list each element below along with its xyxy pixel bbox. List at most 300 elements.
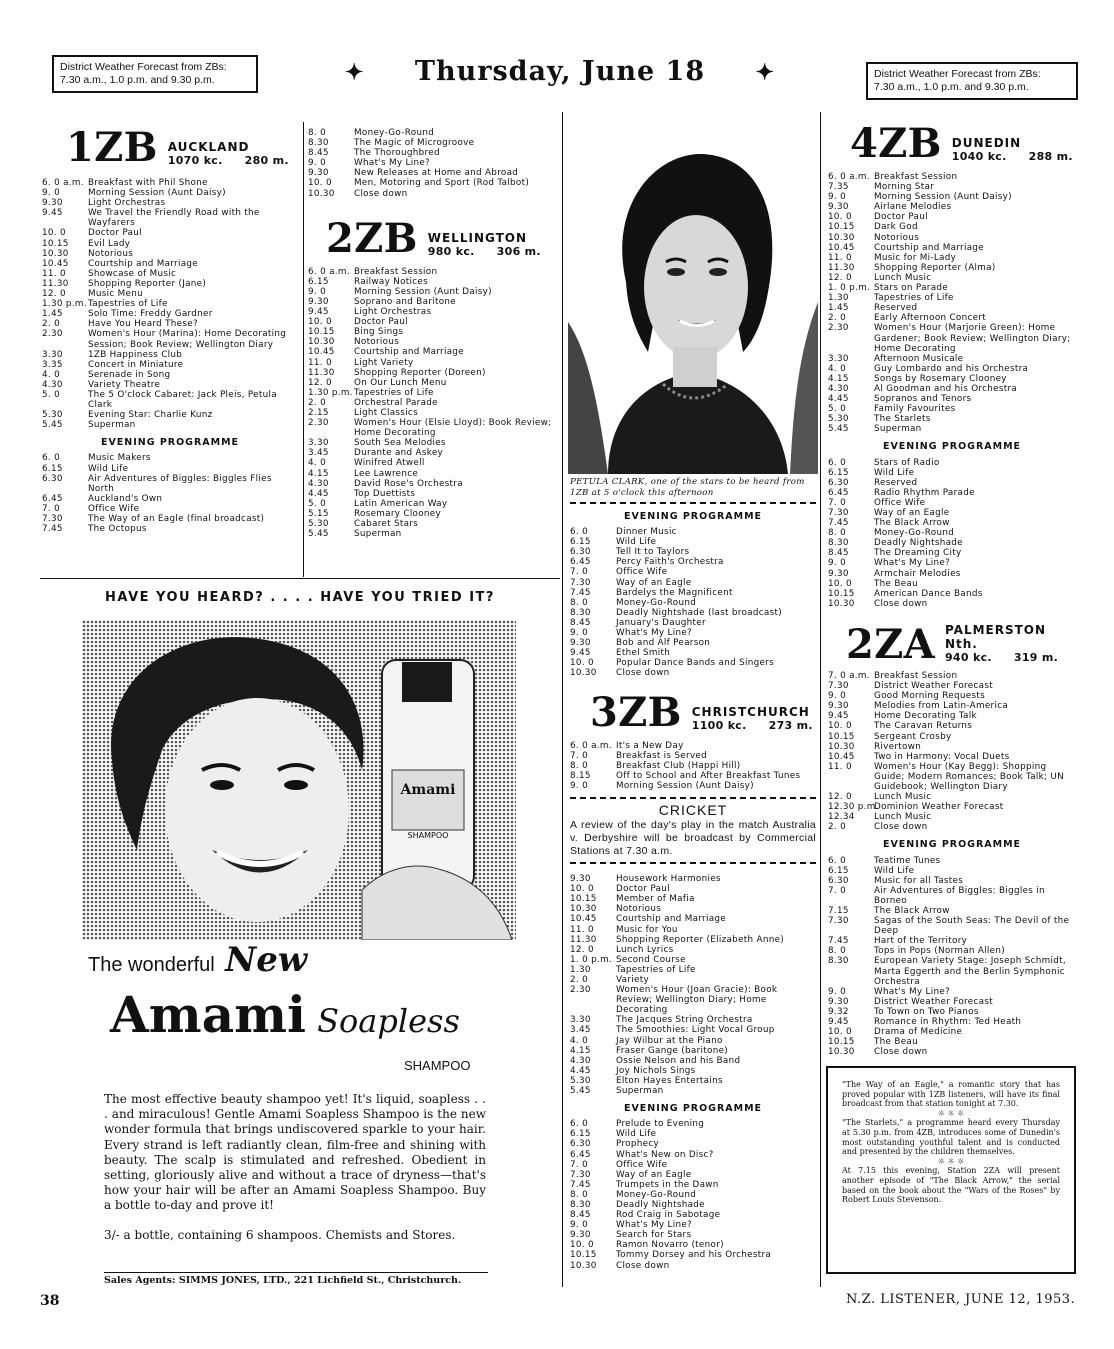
programme-row	[570, 985, 816, 1015]
programme-row	[42, 239, 298, 249]
programme-title: Stars on Parade	[874, 283, 948, 294]
programme-title: Rivertown	[874, 741, 922, 752]
programme-time: 7.45	[828, 936, 849, 947]
programme-title: Light Variety	[354, 357, 414, 368]
programme-title: Reserved	[874, 477, 918, 488]
programme-time: 10. 0	[570, 658, 594, 669]
programme-row	[308, 148, 558, 158]
programme-title: The Beau	[874, 1037, 918, 1048]
programme-time: 10.30	[828, 741, 855, 752]
programme-row	[42, 178, 298, 188]
ad-soapless: Soapless	[317, 1002, 460, 1040]
programme-time: 4.45	[308, 488, 329, 499]
programme-row	[42, 504, 298, 514]
programme-title: Air Adventures of Biggles: Biggles Flies North	[88, 473, 272, 494]
programme-title: David Rose's Orchestra	[354, 478, 463, 489]
programme-time: 8. 0	[570, 760, 588, 771]
programme-row	[570, 874, 816, 884]
cricket-bottom-rule	[570, 862, 816, 864]
programme-time: 9. 0	[570, 1220, 588, 1231]
programme-title: The Smoothies: Light Vocal Group	[616, 1025, 775, 1036]
programme-time: 11.30	[828, 262, 855, 273]
programme-time: 11. 0	[828, 252, 852, 263]
programme-row	[42, 269, 298, 279]
programme-title: American Dance Bands	[874, 588, 983, 599]
station-3zb-header	[590, 688, 816, 736]
programme-row	[828, 538, 1076, 548]
station-2zb-city: WELLINGTON	[427, 230, 528, 245]
programme-time: 8.45	[828, 548, 849, 559]
programme-title: Breakfast Session	[354, 266, 438, 277]
programme-row	[828, 721, 1076, 731]
programme-time: 8.45	[570, 617, 591, 628]
programme-row	[570, 567, 816, 577]
programme-title: Lunch Music	[874, 272, 932, 283]
programme-row	[828, 579, 1076, 589]
programme-title: What's My Line?	[354, 158, 431, 169]
programme-row	[570, 1046, 816, 1056]
programme-title: Breakfast Club (Happi Hill)	[616, 760, 741, 771]
weather-note-left	[52, 55, 258, 93]
programme-time: 10. 0	[42, 228, 66, 239]
programme-row	[570, 1119, 816, 1129]
programme-title: Variety Theatre	[88, 379, 161, 390]
programme-row	[570, 925, 816, 935]
programme-time: 8.30	[570, 607, 591, 618]
programme-row	[308, 327, 558, 337]
programme-time: 6.45	[570, 557, 591, 568]
programme-time: 7. 0	[570, 750, 588, 761]
programme-row	[828, 468, 1076, 478]
programme-title: Women's Hour (Joan Gracie): Book Review; Wellington Diary; Home Decorating	[616, 985, 778, 1016]
station-1zb-freq	[168, 154, 289, 168]
programme-title: Evening Star: Charlie Kunz	[88, 410, 213, 421]
programme-time: 6. 0 a.m.	[308, 266, 350, 277]
programme-title: Women's Hour (Marina): Home Decorating Session; Book Review; Wellington Diary	[88, 329, 287, 350]
programme-title: Teatime Tunes	[874, 855, 941, 866]
programme-time: 9. 0	[308, 286, 326, 297]
programme-row	[42, 259, 298, 269]
column-4	[828, 120, 1076, 1058]
station-2zb-freq	[428, 245, 541, 259]
ad-price-line: 3/- a bottle, containing 6 shampoos. Chemists and Stores.	[104, 1227, 456, 1242]
programme-time: 10.45	[570, 914, 597, 925]
programme-time: 10.15	[828, 731, 855, 742]
programme-title: Tommy Dorsey and his Orchestra	[616, 1250, 772, 1261]
programme-row	[308, 317, 558, 327]
station-4zb-header	[850, 120, 1076, 167]
programme-time: 4. 0	[308, 458, 326, 469]
programme-time: 2.15	[308, 407, 329, 418]
programme-time: 9. 0	[570, 780, 588, 791]
station-1zb-call: 1ZB	[66, 124, 158, 171]
programme-title: Jay Wilbur at the Piano	[616, 1035, 723, 1046]
column-3	[570, 477, 816, 1271]
programme-time: 6.15	[42, 463, 63, 474]
programme-title: Shopping Reporter (Jane)	[88, 278, 207, 289]
programme-time: 12. 0	[42, 289, 66, 300]
programme-title: Courtship and Marriage	[88, 258, 198, 269]
programme-time: 7. 0	[570, 567, 588, 578]
programme-time: 3.30	[828, 353, 849, 364]
programme-time: 1.30	[828, 293, 849, 304]
programme-time: 2. 0	[828, 313, 846, 324]
programme-row	[828, 762, 1076, 792]
programme-title: Showcase of Music	[88, 268, 177, 279]
programme-time: 4.15	[308, 468, 329, 479]
station-2zb-header	[326, 214, 558, 262]
programme-time: 6. 0	[828, 457, 846, 468]
programme-row	[570, 781, 816, 791]
programme-row	[570, 1230, 816, 1240]
programme-time: 9.45	[828, 711, 849, 722]
programme-title: Men, Motoring and Sport (Rod Talbot)	[354, 178, 530, 189]
programme-title: Courtship and Marriage	[354, 347, 464, 358]
programme-row	[828, 293, 1076, 303]
station-3zb-m: 273 m.	[768, 718, 813, 732]
note-eagle: "The Way of an Eagle," a romantic story that has proved popular with 1ZB listeners, will have its final broadcast from that station tonight at 7.30.	[842, 1080, 1060, 1109]
ad-agents: Sales Agents: SIMMS JONES, LTD., 221 Lichfield St., Christchurch.	[104, 1275, 462, 1286]
programme-time: 10.45	[828, 751, 855, 762]
programme-time: 9.30	[42, 198, 63, 209]
programme-row	[828, 394, 1076, 404]
programme-row	[828, 589, 1076, 599]
programme-time: 5. 0	[308, 498, 326, 509]
programme-row	[42, 249, 298, 259]
programme-title: District Weather Forecast	[874, 996, 993, 1007]
programme-row	[42, 420, 298, 430]
programme-title: Tapestries of Life	[88, 299, 168, 310]
programme-row	[828, 916, 1076, 936]
programme-row	[308, 287, 558, 297]
programme-time: 7.30	[828, 508, 849, 518]
programme-title: Music for You	[616, 924, 678, 935]
station-4zb-kc: 1040 kc.	[951, 150, 1007, 163]
programme-time: 11. 0	[828, 761, 852, 772]
programme-title: Music Makers	[88, 453, 151, 464]
programme-time: 6.45	[828, 487, 849, 498]
programme-time: 7.35	[828, 182, 849, 193]
programme-title: Way of an Eagle	[616, 577, 692, 588]
programme-time: 10.30	[828, 232, 855, 243]
programme-row	[308, 337, 558, 347]
programme-title: Orchestral Parade	[354, 397, 438, 408]
programme-time: 10. 0	[308, 317, 332, 328]
programme-row	[828, 1037, 1076, 1047]
programme-row	[828, 498, 1076, 508]
programme-row	[308, 358, 558, 368]
programme-row	[42, 410, 298, 420]
programme-time: 11.30	[308, 367, 335, 378]
programme-row	[828, 212, 1076, 222]
station-2za-kc: 940 kc.	[944, 650, 992, 664]
note-black-arrow: At 7.15 this evening, Station 2ZA will present another episode of "The Black Arrow," the serial based on the book about the "Wars of the Roses" by Robert Louis Stevenson.	[842, 1166, 1060, 1205]
programme-row	[42, 474, 298, 494]
programme-title: Winifred Atwell	[354, 458, 425, 469]
programme-row	[42, 289, 298, 299]
programme-title: Bardelys the Magnificent	[616, 587, 733, 598]
weather-note-left-line2: 7.30 a.m., 1.0 p.m. and 9.30 p.m.	[60, 74, 215, 86]
programme-time: 7.30	[828, 681, 849, 692]
programme-row	[570, 975, 816, 985]
programme-row	[570, 914, 816, 924]
programme-time: 1. 0 p.m.	[828, 283, 871, 294]
programme-time: 8.30	[828, 538, 849, 549]
programme-time: 5.45	[42, 420, 63, 431]
ad-the-wonderful: The wonderful	[88, 954, 215, 976]
programme-time: 7.30	[570, 577, 591, 588]
ad-image	[82, 620, 516, 940]
programme-time: 4. 0	[42, 369, 60, 380]
programme-row	[828, 671, 1076, 681]
programme-time: 2. 0	[828, 822, 846, 833]
programme-title: Romance in Rhythm: Ted Heath	[874, 1017, 1022, 1028]
programme-time: 10.30	[570, 904, 597, 915]
station-4zb-city: DUNEDIN	[951, 136, 1022, 150]
programme-row	[570, 1160, 816, 1170]
programme-row	[308, 519, 558, 529]
programme-title: Notorious	[616, 904, 662, 915]
programme-row	[828, 172, 1076, 182]
programme-title: Courtship and Marriage	[874, 242, 984, 253]
programme-time: 10. 0	[828, 212, 852, 223]
programme-row	[828, 946, 1076, 956]
programme-title: Elton Hayes Entertains	[616, 1075, 723, 1086]
programme-title: Dark God	[874, 222, 918, 233]
programme-time: 11. 0	[570, 924, 594, 935]
programme-time: 5.45	[828, 424, 849, 435]
programme-time: 1.45	[42, 309, 63, 320]
programme-row	[42, 350, 298, 360]
programme-title: Shopping Reporter (Elizabeth Anne)	[616, 934, 785, 945]
programme-row	[42, 198, 298, 208]
programme-row	[570, 1200, 816, 1210]
programme-title: Tell It to Taylors	[616, 547, 690, 558]
station-2za-evening-list	[828, 856, 1076, 1058]
station-1zb-late-list	[308, 128, 558, 199]
petula-clark-photo	[568, 122, 818, 474]
programme-row	[308, 529, 558, 539]
programme-time: 11.30	[42, 278, 69, 289]
programme-row	[828, 263, 1076, 273]
station-2zb-kc: 980 kc.	[427, 244, 475, 258]
programme-row	[828, 1047, 1076, 1057]
programme-time: 9.45	[308, 307, 329, 318]
programme-time: 6.15	[828, 467, 849, 478]
weather-note-left-line1: District Weather Forecast from ZBs:	[60, 61, 227, 73]
programme-title: Lee Lawrence	[354, 468, 419, 479]
programme-time: 9. 0	[308, 158, 326, 169]
programme-row	[308, 499, 558, 509]
programme-row	[42, 228, 298, 238]
station-3zb-daytime-list	[570, 874, 816, 1096]
programme-row	[42, 494, 298, 504]
programme-row	[570, 945, 816, 955]
programme-time: 11. 0	[42, 268, 66, 279]
programme-row	[828, 886, 1076, 906]
programme-title: Doctor Paul	[88, 228, 142, 239]
programme-row	[570, 1139, 816, 1149]
programme-time: 9. 0	[828, 192, 846, 203]
programme-title: Reserved	[874, 303, 918, 314]
programme-title: Rod Craig in Sabotage	[616, 1210, 721, 1221]
star-icon-right: ✦	[755, 59, 775, 86]
ad-shampoo: SHAMPOO	[404, 1058, 471, 1073]
programme-title: Breakfast is Served	[616, 750, 708, 761]
programme-title: Shopping Reporter (Alma)	[874, 262, 996, 273]
programme-title: Concert in Miniature	[88, 359, 184, 370]
programme-title: Wild Life	[874, 865, 915, 876]
programme-row	[570, 628, 816, 638]
programme-title: Radio Rhythm Parade	[874, 487, 975, 498]
programme-row	[570, 1036, 816, 1046]
ad-heading: HAVE YOU HEARD? . . . . HAVE YOU TRIED IT?	[105, 590, 495, 605]
ad-bottom-rule	[104, 1272, 488, 1273]
programme-time: 10. 0	[570, 884, 594, 895]
programme-row	[570, 771, 816, 781]
programme-row	[570, 935, 816, 945]
programme-time: 11. 0	[308, 357, 332, 368]
station-3zb-call: 3ZB	[590, 688, 682, 736]
programme-row	[42, 279, 298, 289]
programme-row	[308, 408, 558, 418]
programme-title: Prophecy	[616, 1139, 659, 1150]
programme-title: Cabaret Stars	[354, 519, 419, 529]
programme-title: Second Course	[616, 954, 686, 965]
programme-title: Member of Mafia	[616, 894, 695, 905]
programme-time: 4.30	[42, 379, 63, 390]
station-4zb-daytime-list	[828, 172, 1076, 434]
programme-title: The Octopus	[88, 524, 147, 535]
programme-row	[570, 1015, 816, 1025]
programme-title: Air Adventures of Biggles: Biggles in Borneo	[874, 885, 1045, 906]
weather-note-right-line2: 7.30 a.m., 1.0 p.m. and 9.30 p.m.	[874, 81, 1029, 93]
programme-row	[828, 233, 1076, 243]
programme-time: 12. 0	[828, 272, 852, 283]
programme-row	[308, 297, 558, 307]
programme-title: Music for all Tastes	[874, 875, 964, 886]
programme-row	[828, 732, 1076, 742]
programme-row	[42, 464, 298, 474]
programme-time: 1.30	[570, 964, 591, 975]
programme-row	[570, 578, 816, 588]
programme-title: Deadly Nightshade	[874, 538, 963, 549]
programme-title: Wild Life	[88, 463, 129, 474]
programme-title: Rosemary Clooney	[354, 508, 442, 519]
programme-title: Serenade in Song	[88, 369, 171, 380]
station-2za-header	[846, 620, 1076, 668]
programme-time: 7. 0	[828, 497, 846, 508]
programme-time: 5.30	[42, 410, 63, 421]
programme-title: Dinner Music	[616, 527, 677, 538]
station-2za-daytime-list	[828, 671, 1076, 833]
programme-title: Hart of the Territory	[874, 936, 968, 947]
programme-row	[308, 469, 558, 479]
programme-title: Songs by Rosemary Clooney	[874, 373, 1007, 384]
programme-row	[570, 1210, 816, 1220]
programme-title: Superman	[354, 529, 402, 540]
programme-time: 4.30	[570, 1055, 591, 1066]
programme-row	[570, 1086, 816, 1096]
programme-title: Breakfast Session	[874, 670, 958, 681]
programme-title: Lunch Lyrics	[616, 944, 674, 955]
programme-row	[828, 303, 1076, 313]
programme-time: 10.30	[42, 248, 69, 259]
programme-time: 3.35	[42, 359, 63, 370]
programme-row	[828, 752, 1076, 762]
programme-row	[570, 668, 816, 678]
programme-time: 1. 0 p.m.	[570, 954, 613, 965]
programme-title: Solo Time: Freddy Gardner	[88, 309, 213, 320]
programme-title: What's My Line?	[874, 986, 951, 997]
programme-title: The Black Arrow	[874, 518, 950, 529]
programme-title: To Town on Two Pianos	[874, 1006, 979, 1017]
programme-time: 7.15	[828, 906, 849, 916]
station-2za-freq	[945, 651, 1076, 665]
programme-time: 10.45	[828, 242, 855, 253]
programme-time: 2. 0	[570, 975, 588, 985]
programme-row	[828, 458, 1076, 468]
programme-time: 10. 0	[828, 1027, 852, 1038]
ad-body-text: The most effective beauty shampoo yet! It's liquid, soapless . . . and miraculous! Gentle Amami Soapless Shampoo is the new wonder formula that brings undiscovered sparkle to your hair. Every strand is left radiantly clean, film-free and shining with beauty. The scalp is stimulated and refreshed. Obedient in setting, gloriously alive and without a trace of dryness—that's how your hair will be after an Amami Soapless Shampoo. Buy a bottle to-day and prove it!	[104, 1092, 486, 1213]
programme-row	[570, 547, 816, 557]
programme-time: 7. 0	[828, 885, 846, 896]
programme-title: Light Classics	[354, 407, 418, 418]
programme-time: 8.30	[308, 138, 329, 149]
programme-title: Doctor Paul	[874, 212, 928, 223]
programme-title: Money-Go-Round	[616, 597, 697, 608]
programme-time: 4. 0	[828, 363, 846, 374]
programme-title: 1ZB Happiness Club	[88, 349, 183, 360]
programme-title: Close down	[874, 1047, 928, 1058]
programme-time: 2.30	[308, 418, 329, 429]
programme-title: Notorious	[354, 337, 400, 348]
station-3zb-evening-heading: EVENING PROGRAMME	[623, 1103, 763, 1115]
programme-row	[308, 398, 558, 408]
programme-time: 7.30	[42, 514, 63, 524]
programme-row	[570, 1150, 816, 1160]
programme-row	[828, 802, 1076, 812]
programme-row	[828, 323, 1076, 353]
programme-row	[828, 956, 1076, 986]
programme-title: Afternoon Musicale	[874, 353, 964, 364]
programme-time: 9.30	[570, 1230, 591, 1241]
programme-row	[828, 866, 1076, 876]
programme-title: The Way of an Eagle (final broadcast)	[88, 514, 265, 524]
ad-brand: Amami	[110, 985, 306, 1044]
station-4zb-evening-heading: EVENING PROGRAMME	[882, 441, 1022, 453]
programme-row	[570, 955, 816, 965]
programme-title: Sergeant Crosby	[874, 731, 952, 742]
programme-row	[828, 558, 1076, 568]
programme-time: 4.15	[828, 373, 849, 384]
column-2	[308, 128, 558, 539]
station-1zb-m: 280 m.	[244, 154, 289, 167]
programme-title: Ethel Smith	[616, 648, 671, 659]
programme-row	[308, 158, 558, 168]
programme-title: District Weather Forecast	[874, 681, 993, 692]
programme-title: Al Goodman and his Orchestra	[874, 383, 1018, 394]
station-4zb-call: 4ZB	[850, 120, 942, 167]
programme-row	[828, 182, 1076, 192]
programme-row	[570, 1180, 816, 1190]
programme-row	[828, 243, 1076, 253]
day-title: Thursday, June 18	[414, 56, 706, 87]
programme-time: 8. 0	[828, 528, 846, 539]
programme-time: 5. 0	[42, 389, 60, 400]
programme-row	[570, 1261, 816, 1271]
programme-time: 9. 0	[828, 558, 846, 569]
